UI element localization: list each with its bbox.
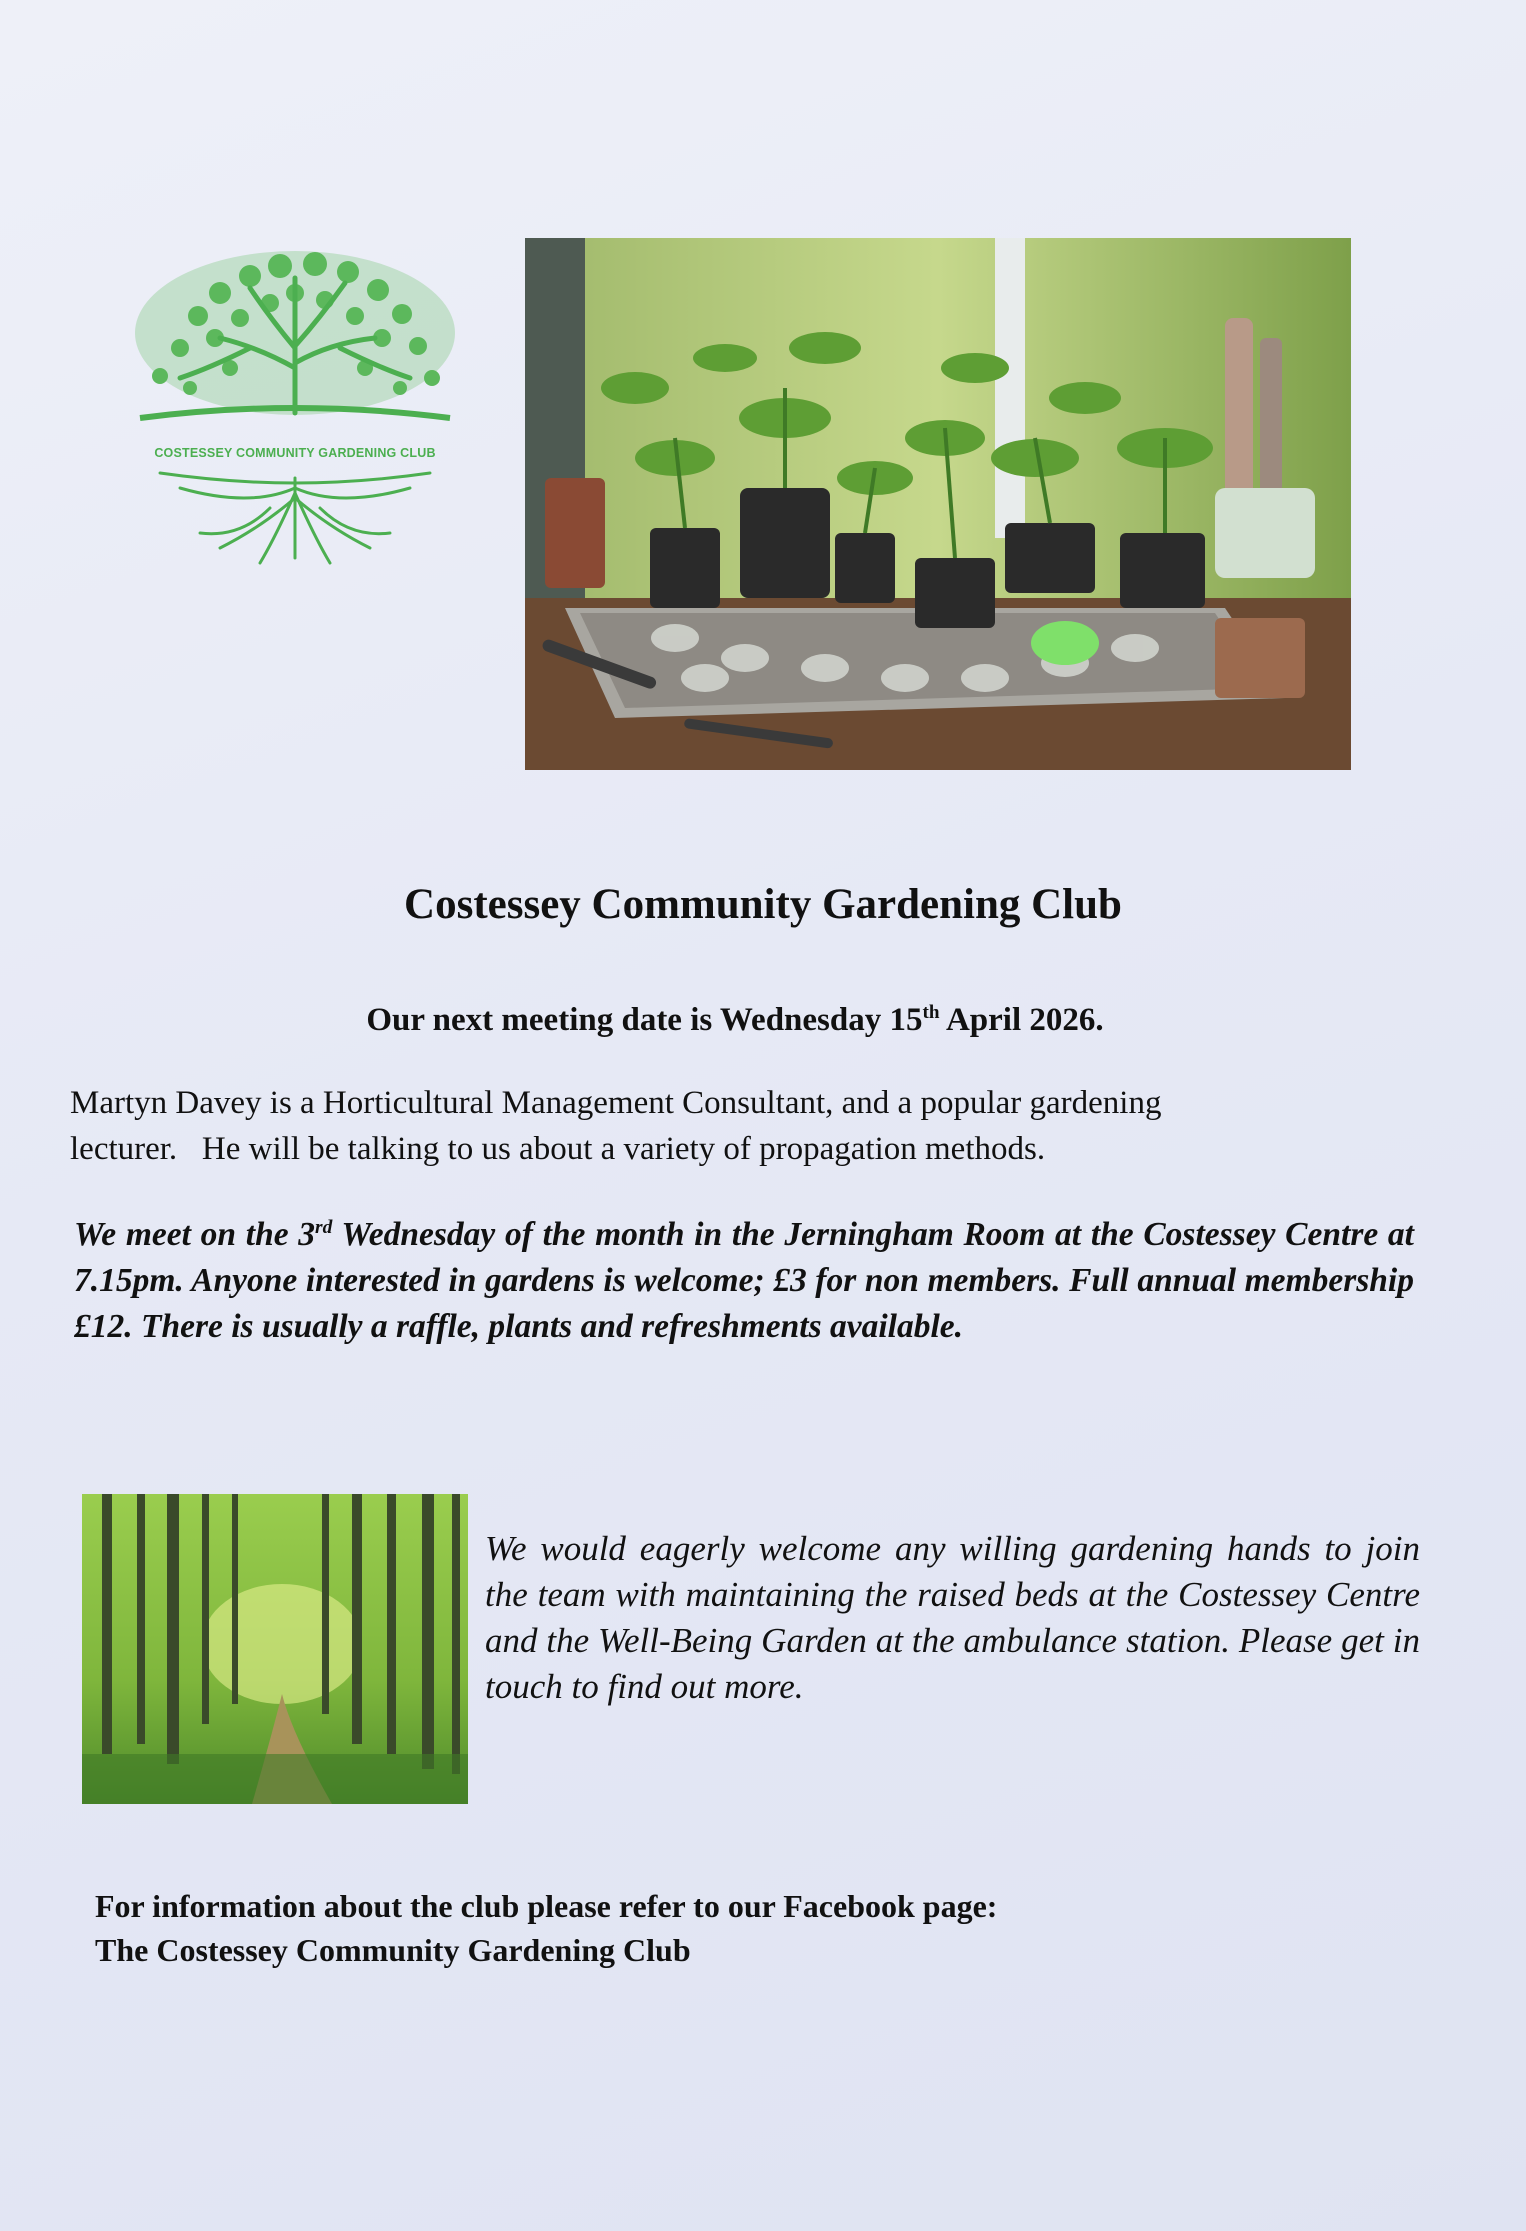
seedlings-photo (525, 238, 1351, 770)
next-meeting-line (0, 1002, 1470, 1039)
details-part-2: Wednesday of the month in the Jerningham Room at the Costessey Centre at 7.15pm. Anyone interested in gardens is welcome; £3 for non members. Full annual membership £12. There is usually a raffle, plants and refreshments available. (74, 1216, 1414, 1345)
page-title: Costessey Community Gardening Club (404, 881, 1122, 928)
meeting-details-paragraph (74, 1212, 1414, 1350)
speaker-line-1: Martyn Davey is a Horticultural Management Consultant, and a popular gardening (70, 1085, 1162, 1121)
forest-photo (82, 1494, 468, 1804)
tree-logo-icon (120, 238, 470, 578)
meeting-prefix: Our next meeting date is Wednesday 15 (366, 1002, 923, 1038)
meeting-day-suffix: th (922, 1002, 940, 1023)
speaker-paragraph (70, 1080, 1400, 1172)
details-ordinal: rd (315, 1216, 333, 1238)
logo-text: COSTESSEY COMMUNITY GARDENING CLUB (154, 446, 436, 460)
facebook-page-name: The Costessey Community Gardening Club (95, 1932, 691, 1968)
details-part-1: We meet on the 3 (74, 1216, 316, 1253)
speaker-line-2: lecturer. He will be talking to us about a variety of propagation methods. (70, 1131, 1046, 1167)
volunteer-paragraph: We would eagerly welcome any willing gardening hands to join the team with maintaining the raised beds at the Costessey Centre and the Well-Being Garden at the ambulance station. Please get in touch to find out more. (485, 1529, 1420, 1706)
club-logo (120, 238, 470, 578)
facebook-info-line: For information about the club please refer to our Facebook page: (95, 1888, 998, 1924)
meeting-suffix: April 2026. (939, 1002, 1104, 1038)
